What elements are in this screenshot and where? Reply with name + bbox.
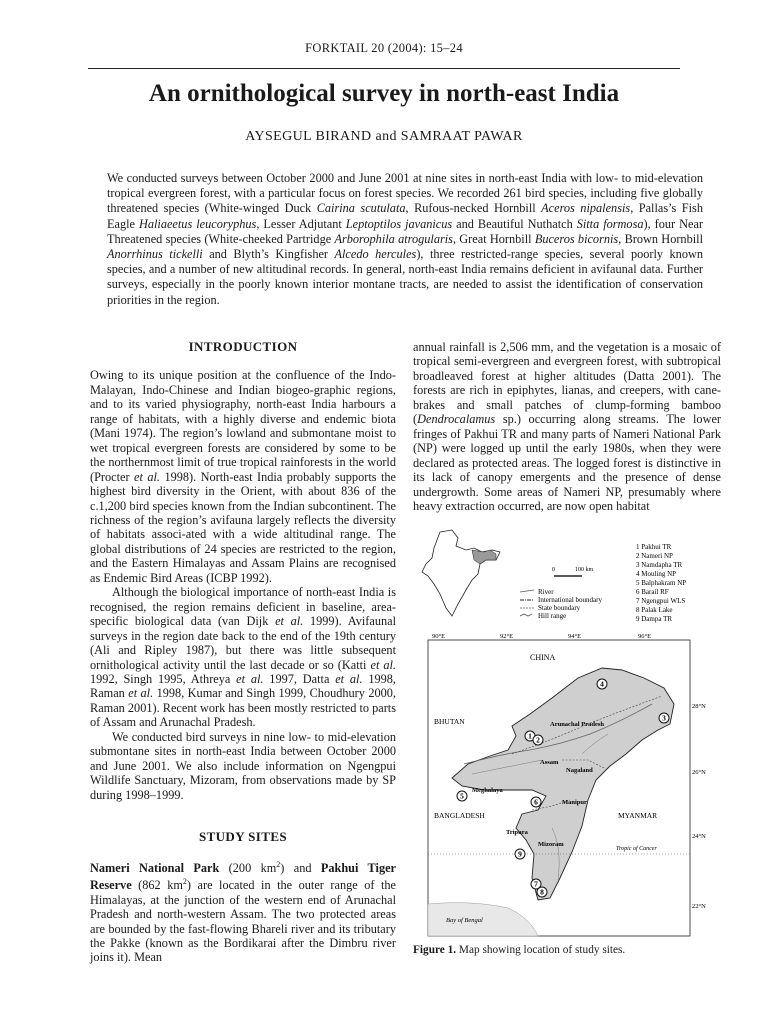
label-mizoram: Mizoram — [538, 841, 564, 848]
legend-international-boundary: International boundary — [538, 596, 602, 604]
site-marker-9 — [515, 849, 525, 859]
site-list-item: 8 Palak Lake — [636, 606, 673, 614]
site-marker-2 — [533, 735, 543, 745]
tropic-label: Tropic of Cancer — [616, 846, 657, 852]
lon-label: 92°E — [500, 633, 514, 640]
svg-text:6: 6 — [534, 797, 538, 807]
abstract — [107, 171, 703, 308]
site-marker-4 — [597, 679, 607, 689]
svg-text:2: 2 — [536, 735, 540, 745]
label-bhutan: BHUTAN — [434, 717, 465, 726]
site-list-item: 7 Ngengpui WLS — [636, 597, 686, 605]
legend-hill-range: Hill range — [538, 612, 567, 620]
svg-text:8: 8 — [540, 887, 544, 897]
lon-label: 94°E — [568, 633, 582, 640]
legend-river: River — [538, 588, 554, 596]
lat-label: 22°N — [692, 903, 706, 910]
map-legend — [520, 588, 602, 620]
site-list-item: 3 Namdapha TR — [636, 561, 683, 569]
header-rule — [88, 68, 680, 69]
svg-text:100 km: 100 km — [575, 567, 594, 573]
figure-caption: Figure 1. Map showing location of study sites. — [413, 944, 626, 956]
site-list-item: 4 Mouling NP — [636, 570, 677, 578]
svg-text:3: 3 — [662, 713, 666, 723]
label-meghalaya: Meghalaya — [472, 787, 503, 794]
study-sites-paragraph: Nameri National Park (200 $km^2$) and Pakhui Tiger Reserve (862 $km^2$) are located in the outer range of the Himalayas, at the junction of the western end of Arunachal Pradesh and north-western Assam. The two protected areas are bounded by the fast-flowing Bhareli river and its tributary the Pakke (known as the Bordikarai after the Dimbru river joins it). Mean — [90, 859, 397, 965]
label-nagaland: Nagaland — [566, 767, 593, 774]
site-list-item: 1 Pakhui TR — [636, 543, 672, 551]
legend-state-boundary: State boundary — [538, 604, 581, 612]
article-title: An ornithological survey in north-east India — [148, 80, 620, 107]
site-list-item: 9 Dampa TR — [636, 615, 673, 623]
intro-paragraph-2: Although the biological importance of north-east India is recognised, the region remains deficient in baseline, area-specific biological data (van Dijk et al. 1999). Avifaunal surveys in the region date back to the end of the 19th century (Ali and Ripley 1987), but there was little subsequent ornithological activity until the last decade or so (Katti et al. 1992, Singh 1995, Athreya et al. 1997, Datta et al. 1998, Raman et al. 1998, Kumar and Singh 1999, Choudhury 2000, Raman 2001). Recent work has been mostly restricted to parts of Assam and Arunachal Pradesh. — [90, 585, 397, 730]
site-marker-8 — [537, 887, 547, 897]
svg-text:0: 0 — [552, 567, 555, 573]
site-list-item: 5 Balphakram NP — [636, 579, 687, 587]
site-marker-5 — [457, 791, 467, 801]
label-myanmar: MYANMAR — [618, 811, 658, 820]
label-manipur: Manipur — [562, 799, 587, 806]
journal-header: FORKTAIL 20 (2004): 15–24 — [305, 41, 463, 55]
introduction-heading: INTRODUCTION — [188, 339, 298, 354]
label-arunachal: Arunachal Pradesh — [550, 721, 604, 728]
sites-paragraph-continued: annual rainfall is 2,506 mm, and the vegetation is a mosaic of tropical semi-evergreen and evergreen forest, with subtropical broadleaved forest at higher altitudes (Datta 2001). The forests are rich in epiphytes, lianas, and creepers, with cane-brakes and small patches of clump-forming bamboo (Dendrocalamus sp.) occurring along streams. The lower fringes of Pakhui TR and many parts of Nameri National Park (NP) were logged up until the early 1980s, when they were declared as protected areas. The logged forest is distinctive in its lack of canopy emergents and the presence of dense undergrowth. Some areas of Nameri NP, presumably where heavy extraction occurred, are now open habitat — [413, 340, 721, 513]
study-sites-heading: STUDY SITES — [198, 829, 288, 845]
site-list-item: 2 Nameri NP — [636, 552, 673, 560]
svg-text:1: 1 — [528, 731, 532, 741]
svg-text:7: 7 — [534, 879, 538, 889]
study-site-map — [412, 528, 712, 940]
india-inset-map — [422, 530, 500, 616]
svg-text:9: 9 — [518, 849, 522, 859]
site-list — [636, 543, 686, 623]
label-assam: Assam — [540, 759, 559, 766]
label-china: CHINA — [530, 653, 556, 662]
site-list-item: 6 Barail RF — [636, 588, 669, 596]
site-marker-6 — [531, 797, 541, 807]
lat-label: 24°N — [692, 833, 706, 840]
scale-bar — [552, 567, 594, 576]
lat-label: 26°N — [692, 769, 706, 776]
lon-label: 90°E — [432, 633, 446, 640]
article-authors: AYSEGUL BIRAND and SAMRAAT PAWAR — [245, 129, 523, 144]
svg-text:4: 4 — [600, 679, 604, 689]
intro-paragraph-1: Owing to its unique position at the confluence of the Indo-Malayan, Indo-Chinese and Indian biogeo-graphic regions, and to its varied physiography, north-east India harbours a range of habitats, with a highly diverse and endemic biota (Mani 1974). The region’s lowland and submontane moist to wet tropical evergreen forests are considered by some to be the northernmost limit of true tropical rainforests in the world (Procter et al. 1998). North-east India probably supports the highest bird diversity in the Orient, with about 836 of the c.1,200 bird species known from the Indian subcontinent. The richness of the region’s avifauna largely reflects the diversity of habitats associ-ated with a wide altitudinal range. The global distributions of 24 species are restricted to the region, and the Eastern Himalayas and Assam Plains are recognised as Endemic Bird Areas (ICBP 1992). — [90, 368, 396, 585]
intro-paragraph-3: We conducted bird surveys in nine low- to mid-elevation submontane sites in north-east India between October 2000 and June 2001. We also include information on Ngengpui Wildlife Sanctuary, Mizoram, from observations made by SP during 1998–1999. — [90, 729, 396, 802]
left-column — [90, 340, 396, 965]
svg-text:5: 5 — [460, 791, 464, 801]
site-marker-3 — [659, 713, 669, 723]
right-column — [413, 340, 721, 513]
label-bangladesh: BANGLADESH — [434, 811, 485, 820]
main-map — [428, 633, 706, 936]
lat-label: 28°N — [692, 703, 706, 710]
label-tripura: Tripura — [506, 829, 528, 836]
abstract-text: We conducted surveys between October 2000 and June 2001 at nine sites in north-east India with low- to mid-elevation tropical evergreen forest, with a particular focus on forest species. We recorded 261 bird species, including five globally threatened species (White-winged Duck Cairina scutulata, Rufous-necked Hornbill Aceros nipalensis, Pallas’s Fish Eagle Haliaeetus leucoryphus, Lesser Adjutant Leptoptilos javanicus and Beautiful Nuthatch Sitta formosa), four Near Threatened species (White-cheeked Partridge Arborophila atrogularis, Great Hornbill Buceros bicornis, Brown Hornbill Anorrhinus tickelli and Blyth’s Kingfisher Alcedo hercules), three restricted-range species, several poorly known species, and a number of new altitudinal records. In general, north-east India remains deficient in avifaunal data. Further surveys, especially in the poorly known interior montane tracts, are needed to assist the identification of conservation priorities in the region. — [107, 171, 703, 307]
lon-label: 96°E — [638, 633, 652, 640]
bay-label: Bay of Bengal — [446, 917, 483, 924]
